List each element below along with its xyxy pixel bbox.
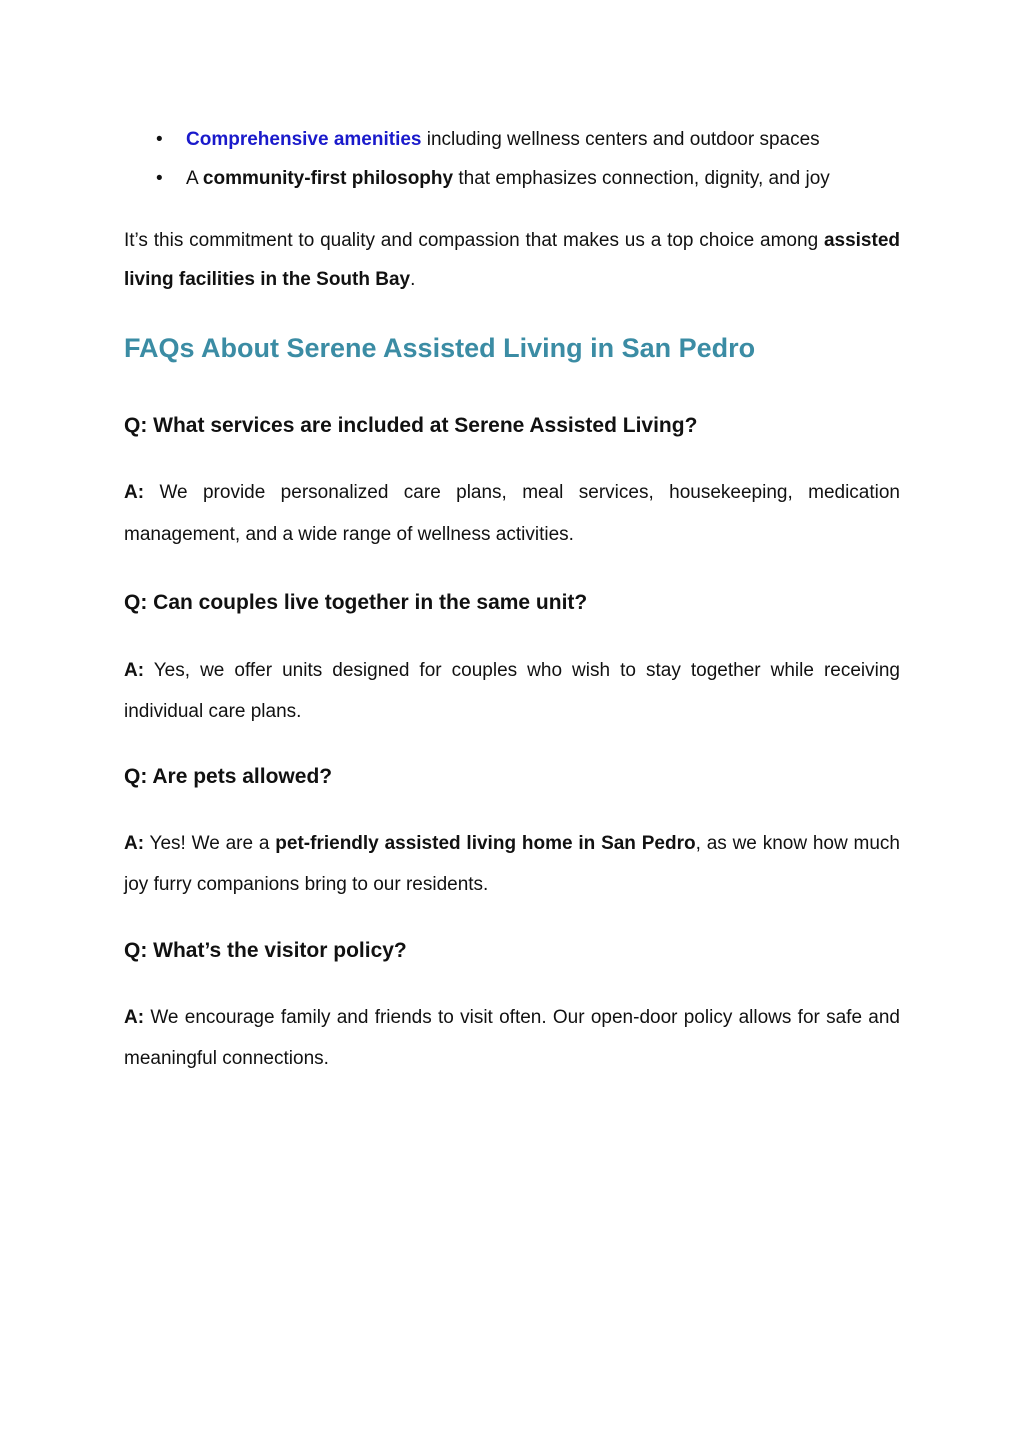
amenities-bullet-list (124, 120, 914, 198)
faq-heading: FAQs About Serene Assisted Living in San Pedro (124, 333, 756, 363)
faq-question-services: Q: What services are included at Serene Assisted Living? (124, 414, 698, 437)
answer-label: A: (124, 833, 145, 854)
intro-bold-text: assisted living facilities in the South Bay (124, 230, 900, 290)
comprehensive-amenities-link[interactable]: Comprehensive amenities (186, 129, 422, 150)
intro-end: . (410, 269, 416, 290)
answer-text: Yes! We are a (144, 833, 276, 854)
intro-paragraph (124, 221, 900, 299)
faq-answer-visitor-policy (124, 997, 900, 1079)
faq-answer-couples (124, 650, 900, 732)
faq-question-visitor-policy: Q: What’s the visitor policy? (124, 939, 407, 962)
faq-answer-pets (124, 823, 900, 905)
bullet-prefix: A (186, 168, 203, 189)
faq-question-pets: Q: Are pets allowed? (124, 765, 333, 788)
bullet-item-philosophy (124, 159, 914, 198)
answer-text: We encourage family and friends to visit often. Our open-door policy allows for safe and meaningful connections. (124, 1007, 900, 1069)
bullet-item-amenities (124, 120, 914, 159)
bullet-dot-icon: • (156, 168, 163, 189)
answer-text: We provide personalized care plans, meal services, housekeeping, medication management, and a wide range of wellness activities. (124, 482, 900, 545)
intro-text: It’s this commitment to quality and compassion that makes us a top choice among (124, 230, 824, 251)
bullet-text: including wellness centers and outdoor spaces (421, 129, 820, 150)
answer-label: A: (124, 1007, 145, 1028)
answer-text-end: , as we know how much joy furry companions bring to our residents. (124, 833, 901, 895)
bullet-text: that emphasizes connection, dignity, and joy (453, 168, 830, 189)
answer-text: Yes, we offer units designed for couples who wish to stay together while receiving individual care plans. (124, 660, 900, 722)
bullet-dot-icon: • (156, 129, 163, 150)
answer-label: A: (124, 660, 145, 681)
faq-answer-services (124, 472, 900, 556)
answer-bold-text: pet-friendly assisted living home in San Pedro (275, 833, 696, 854)
bullet-bold-text: community-first philosophy (202, 168, 454, 189)
answer-label: A: (124, 482, 145, 503)
faq-question-couples: Q: Can couples live together in the same unit? (124, 591, 588, 614)
